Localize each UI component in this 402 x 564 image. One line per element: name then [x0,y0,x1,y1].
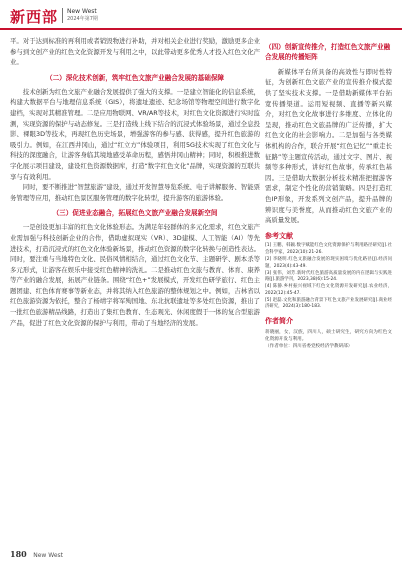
magazine-logo: 新西部 [10,8,59,26]
section-title: （三）促进业态融合，拓展红色文旅产业融合发展新空间 [52,209,218,218]
body-paragraph: 平。对于达到标准的再利用或者销毁物进行补助，并对相关企业进行奖励，激励更多企业参与到文创产业的红色文化资源开发与利用之中，以此带动更多优秀人才投入红色文化产业。 [10,37,260,67]
page-footer [10,549,63,559]
body-paragraph: 新媒体平台所具备的高效性与即时性特征，为创新红色文旅产业的宣传推介模式提供了坚实技术支撑。一是借助新媒体平台拓宽传播渠道。运用短视频、直播等新兴媒介，对红色文化故事进行多维度、立体化的呈现，推动红色文旅品牌的广泛传播，扩大红色文化的社会影响力。二是加强与各类媒体机构的合作，联合开展“红色记忆”“重走长征路”等主题宣传活动，通过文字、图片、视频等多种形式，讲好红色故事，传承红色基因。三是借助大数据分析技术精准把握游客需求，制定个性化的营销策略。四是打造红色IP形象，开发系列文创产品，提升品牌的辨识度与美誉度，从而推动红色文旅产业的高质量发展。 [265,67,392,225]
author-heading: 作者简介 [265,317,293,326]
reference-item: [1] 王鹏，韩颖.数字赋能红色文化资源保护与利用路径研究[J].社会科学家，2022(10):21-26. [265,243,392,256]
footer-publication: New West [33,552,63,559]
body-paragraph: 同时，要不断推进“智慧旅游”建设，通过开发智慧导览系统、电子讲解服务、智能票务管理等应用，推动红色景区服务管理的数字化转型，提升游客的旅游体验。 [10,183,260,202]
body-paragraph: 一是创设更加丰富的红色文化体验形态。为满足年轻群体的多元化需求，红色文旅产业需加强与科技创新企业的合作，借助虚拟现实（VR）、3D建模、人工智能（AI）等先进技术，打造沉浸式的红色文化体验新场景，推动红色资源的数字化转换与创造性表达。同时，要注重与当地特色文化、民俗风情相结合，通过红色文化节、主题研学、剧本杀等多元形式，让游客在娱乐中接受红色精神的洗礼。二是推动红色文旅与教育、体育、康养等产业的融合发展，拓展产业链条。围绕“红色+”发展模式，开发红色研学旅行、红色主题团建、红色体育赛事等新业态，并将其纳入红色旅游的整体规划之中。例如，吉林省以红色旅游资源为依托，整合了杨靖宇将军殉国地、东北抗联遗址等多处红色资源，推出了一批红色旅游精品线路，打造出了集红色教育、生态观光、休闲度假于一体的复合型旅游产品，促进了红色文化资源的保护与利用，带动了当地经济的发展。 [10,223,260,327]
issue-label: 2024年第7期 [67,16,98,22]
reference-item: [5] 赵磊.文化和旅游融合背景下红色文旅产业发展研究[J].商业经济研究，2024(3):180-183. [265,297,392,310]
reference-item: [2] 李晓明.红色文旅融合发展的现实困境与优化路径[J].经济问题，2023(4):43-49. [265,256,392,269]
page-number: 180 [10,549,27,559]
references-heading: 参考文献 [265,231,293,240]
logo-english: New West [67,8,97,15]
left-column [10,36,260,328]
page-header [0,0,402,28]
section-title: （四）创新宣传推介，打造红色文旅产业融合发展的传播矩阵 [265,43,391,62]
logo-subtitle [62,8,98,23]
author-line: 蒋晓丽，女，汉族，四川人，硕士研究生，研究方向为红色文化资源开发与利用。 [265,329,392,342]
header-divider [0,28,402,30]
section-title: （二）深化技术创新，筑牢红色文旅产业融合发展的基础保障 [45,73,225,82]
author-info [265,329,392,350]
reference-item: [4] 陈静.乡村振兴视域下红色文化资源开发研究[J].农业经济，2022(12):45-47. [265,284,392,296]
references-list [265,243,392,311]
reference-item: [3] 张伟，刘芳.新时代红色旅游高质量发展的内在逻辑与实践进路[J].旅游学刊，2023,38(6):15-24. [265,270,392,283]
author-line: （作者单位：四川省委党校经济学教研部） [265,343,353,349]
right-column [265,36,392,350]
body-paragraph: 技术创新为红色文旅产业融合发展提供了强大的支撑。一是建立智能化的信息系统，构建大数据平台与地理信息系统（GIS），将遗址遗迹、纪念场馆等物理空间进行数字化建档，实现对其精准管理。二是应用物联网、VR/AR等技术，对红色文化资源进行实时监测，实现资源的保护与动态修复。三是打造线上线下结合的沉浸式体验场景，通过全息投影、裸眼3D等技术，再现红色历史场景，增强游客的参与感、获得感，提升红色旅游的吸引力。例如，在江西井冈山，通过“红立方”体验项目，利用5G技术实现了红色文化与科技的深度融合，让游客身临其境地感受革命历程，感悟井冈山精神；同时，积极推进数字化展示项目建设，建设红色资源数据库，打造“数字红色文化”品牌，实现资源的互联共享与有效利用。 [10,87,260,181]
